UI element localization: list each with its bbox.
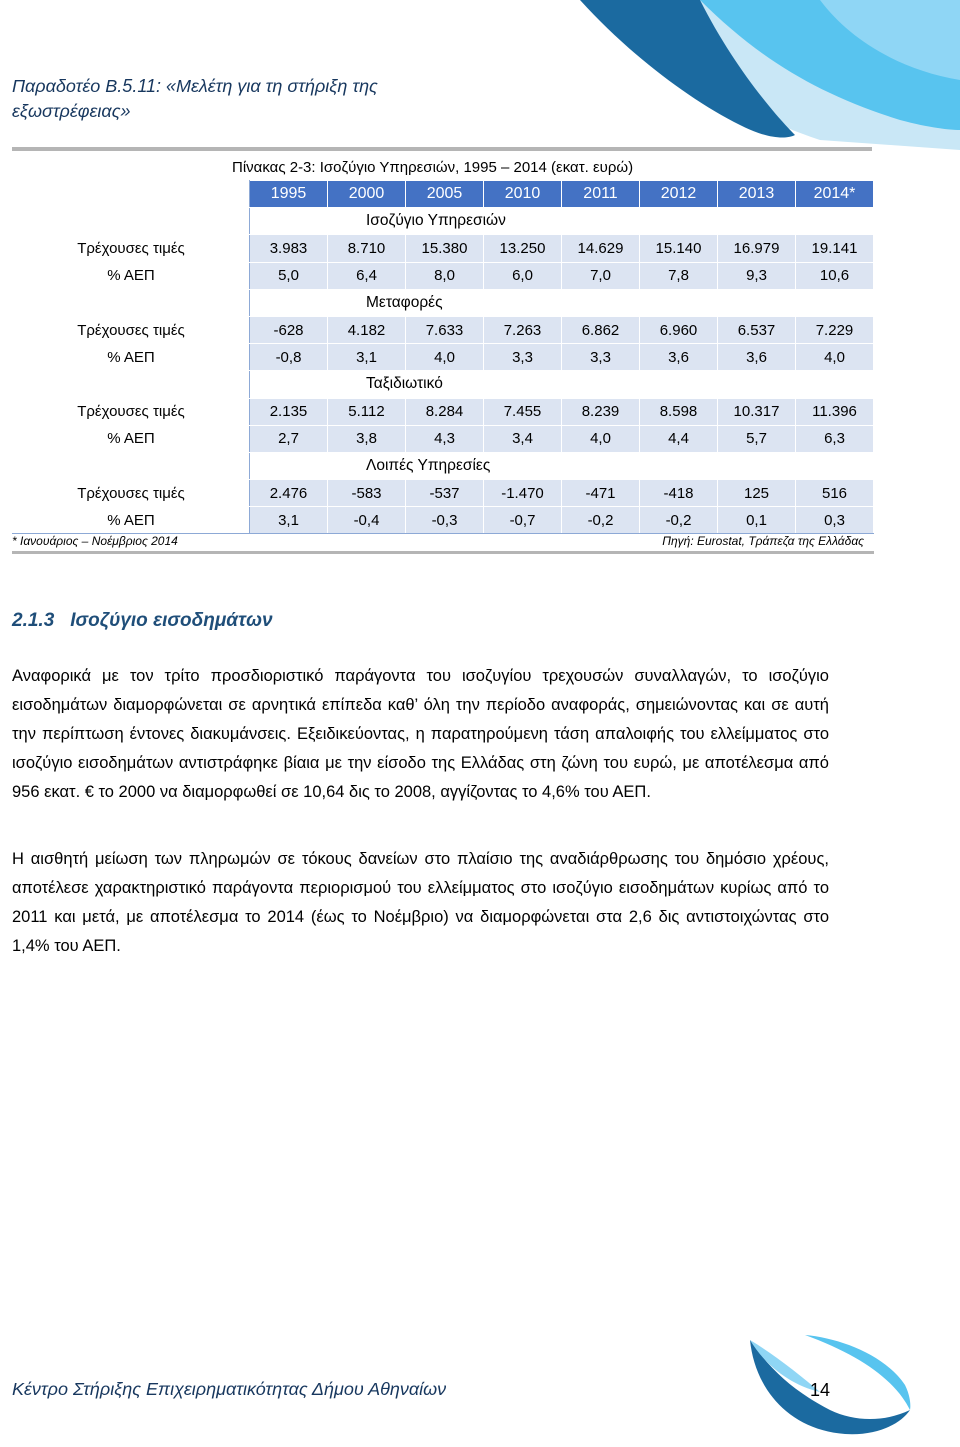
table-section-row — [13, 208, 874, 235]
value-cell: 7.633 — [406, 316, 484, 343]
row-label-cell: % ΑΕΠ — [13, 425, 250, 452]
table-row — [13, 480, 874, 507]
value-cell: 8.284 — [406, 398, 484, 425]
value-cell: 5,0 — [250, 262, 328, 289]
value-cell: 4,0 — [562, 425, 640, 452]
value-cell: 6,4 — [328, 262, 406, 289]
table-section-row — [13, 371, 874, 398]
value-cell: 8.710 — [328, 235, 406, 262]
value-cell: 3,1 — [250, 507, 328, 534]
value-cell: 4,4 — [640, 425, 718, 452]
table-corner-cell — [13, 181, 250, 208]
value-cell: -583 — [328, 480, 406, 507]
header-title-line2: εξωστρέφειας» — [12, 101, 131, 121]
value-cell: 0,3 — [796, 507, 874, 534]
value-cell: 3,1 — [328, 344, 406, 371]
value-cell: -0,4 — [328, 507, 406, 534]
value-cell: 15.380 — [406, 235, 484, 262]
value-cell: -537 — [406, 480, 484, 507]
table-year-header-row — [13, 181, 874, 208]
value-cell: 516 — [796, 480, 874, 507]
section-heading — [12, 610, 273, 632]
value-cell: -0,3 — [406, 507, 484, 534]
value-cell: 2.135 — [250, 398, 328, 425]
value-cell: -628 — [250, 316, 328, 343]
value-cell: 3,3 — [562, 344, 640, 371]
value-cell: 2,7 — [250, 425, 328, 452]
section-title-cell: Ταξιδιωτικό — [250, 371, 874, 398]
row-label-cell: Τρέχουσες τιμές — [13, 480, 250, 507]
value-cell: 6.960 — [640, 316, 718, 343]
row-label-cell: % ΑΕΠ — [13, 344, 250, 371]
paragraph-2: Η αισθητή μείωση των πληρωμών σε τόκους δανείων στο πλαίσιο της αναδιάρθρωσης του δημόσιο χρέους, αποτέλεσε χαρακτηριστικό παράγοντα περιορισμού του ελλείμματος στο ισοζύγιο εισοδημάτων κυρίως από το 2011 και μετά, με αποτέλεσμα το 2014 (έως το Νοέμβριο) να διαμορφώνεται στα 2,6 δις αντιστοιχώντας στο 1,4% του ΑΕΠ. — [12, 850, 829, 955]
table-section-row — [13, 452, 874, 479]
year-header-cell: 2013 — [718, 181, 796, 208]
header-title-line1: Παραδοτέο Β.5.11: «Μελέτη για τη στήριξη της — [12, 76, 378, 96]
year-header-cell: 2012 — [640, 181, 718, 208]
value-cell: 3,3 — [484, 344, 562, 371]
section-label-spacer — [13, 371, 250, 398]
value-cell: 0,1 — [718, 507, 796, 534]
section-title: Ισοζύγιο εισοδημάτων — [70, 610, 273, 631]
value-cell: 4,0 — [796, 344, 874, 371]
table-source: Πηγή: Eurostat, Τράπεζα της Ελλάδας — [662, 534, 864, 548]
value-cell: 9,3 — [718, 262, 796, 289]
value-cell: 15.140 — [640, 235, 718, 262]
value-cell: -0,2 — [640, 507, 718, 534]
value-cell: 7.263 — [484, 316, 562, 343]
value-cell: 16.979 — [718, 235, 796, 262]
value-cell: -471 — [562, 480, 640, 507]
services-balance-table — [12, 180, 874, 534]
value-cell: -418 — [640, 480, 718, 507]
value-cell: 7,8 — [640, 262, 718, 289]
value-cell: 4,0 — [406, 344, 484, 371]
row-label-cell: Τρέχουσες τιμές — [13, 316, 250, 343]
value-cell: 8.598 — [640, 398, 718, 425]
value-cell: 2.476 — [250, 480, 328, 507]
row-label-cell: Τρέχουσες τιμές — [13, 235, 250, 262]
value-cell: 4.182 — [328, 316, 406, 343]
year-header-cell: 2005 — [406, 181, 484, 208]
value-cell: 6.537 — [718, 316, 796, 343]
paragraph-1: Αναφορικά με τον τρίτο προσδιοριστικό παράγοντα του ισοζυγίου τρεχουσών συναλλαγών, το ισοζύγιο εισοδημάτων διαμορφώνεται σε αρνητικά επίπεδα καθ’ όλη την περίοδο αναφοράς, σημειώνοντας και σε αυτή την περίπτωση έντονες διακυμάνσεις. Εξειδικεύοντας, η παρατηρούμενη τάση απαλοιφής του ελλείμματος στο ισοζύγιο εισοδημάτων αντιστράφηκε βίαια με την είσοδο της Ελλάδας στη ζώνη του ευρώ, με αποτέλεσμα από 956 εκατ. € το 2000 να διαμορφωθεί σε 10,64 δις το 2008, αγγίζοντας το 4,6% του ΑΕΠ. — [12, 667, 829, 801]
section-title-cell: Ισοζύγιο Υπηρεσιών — [250, 208, 874, 235]
value-cell: -0,8 — [250, 344, 328, 371]
value-cell: 3,6 — [718, 344, 796, 371]
page-number: 14 — [810, 1380, 831, 1400]
value-cell: 3,8 — [328, 425, 406, 452]
table-row — [13, 398, 874, 425]
value-cell: 8,0 — [406, 262, 484, 289]
footer-organization: Κέντρο Στήριξης Επιχειρηματικότητας Δήμου Αθηναίων — [12, 1379, 447, 1399]
value-cell: 8.239 — [562, 398, 640, 425]
value-cell: 6.862 — [562, 316, 640, 343]
value-cell: -0,2 — [562, 507, 640, 534]
value-cell: 11.396 — [796, 398, 874, 425]
value-cell: 10,6 — [796, 262, 874, 289]
value-cell: 3,4 — [484, 425, 562, 452]
row-label-cell: Τρέχουσες τιμές — [13, 398, 250, 425]
value-cell: 125 — [718, 480, 796, 507]
table-row — [13, 262, 874, 289]
section-label-spacer — [13, 208, 250, 235]
value-cell: 5.112 — [328, 398, 406, 425]
table-row — [13, 235, 874, 262]
year-header-cell: 2010 — [484, 181, 562, 208]
year-header-cell: 2000 — [328, 181, 406, 208]
year-header-cell: 2011 — [562, 181, 640, 208]
table-bottom-divider — [12, 551, 874, 554]
value-cell: 3,6 — [640, 344, 718, 371]
value-cell: 3.983 — [250, 235, 328, 262]
section-title-cell: Λοιπές Υπηρεσίες — [250, 452, 874, 479]
section-label-spacer — [13, 452, 250, 479]
header-divider — [12, 147, 872, 151]
value-cell: 6,3 — [796, 425, 874, 452]
table-footnote: * Ιανουάριος – Νοέμβριος 2014 — [12, 534, 178, 548]
value-cell: 13.250 — [484, 235, 562, 262]
document-header-title — [12, 74, 432, 124]
value-cell: 19.141 — [796, 235, 874, 262]
table-row — [13, 425, 874, 452]
header-wave-decoration — [400, 0, 960, 150]
value-cell: 7.455 — [484, 398, 562, 425]
value-cell: 7.229 — [796, 316, 874, 343]
row-label-cell: % ΑΕΠ — [13, 507, 250, 534]
value-cell: -0,7 — [484, 507, 562, 534]
table-row — [13, 507, 874, 534]
value-cell: 7,0 — [562, 262, 640, 289]
section-number: 2.1.3 — [12, 610, 55, 631]
year-header-cell: 1995 — [250, 181, 328, 208]
value-cell: 14.629 — [562, 235, 640, 262]
section-title-cell: Μεταφορές — [250, 289, 874, 316]
table-section-row — [13, 289, 874, 316]
section-label-spacer — [13, 289, 250, 316]
value-cell: -1.470 — [484, 480, 562, 507]
value-cell: 6,0 — [484, 262, 562, 289]
value-cell: 5,7 — [718, 425, 796, 452]
table-row — [13, 316, 874, 343]
value-cell: 10.317 — [718, 398, 796, 425]
year-header-cell: 2014* — [796, 181, 874, 208]
row-label-cell: % ΑΕΠ — [13, 262, 250, 289]
value-cell: 4,3 — [406, 425, 484, 452]
table-caption: Πίνακας 2-3: Ισοζύγιο Υπηρεσιών, 1995 – 2014 (εκατ. ευρώ) — [232, 159, 634, 176]
table-row — [13, 344, 874, 371]
